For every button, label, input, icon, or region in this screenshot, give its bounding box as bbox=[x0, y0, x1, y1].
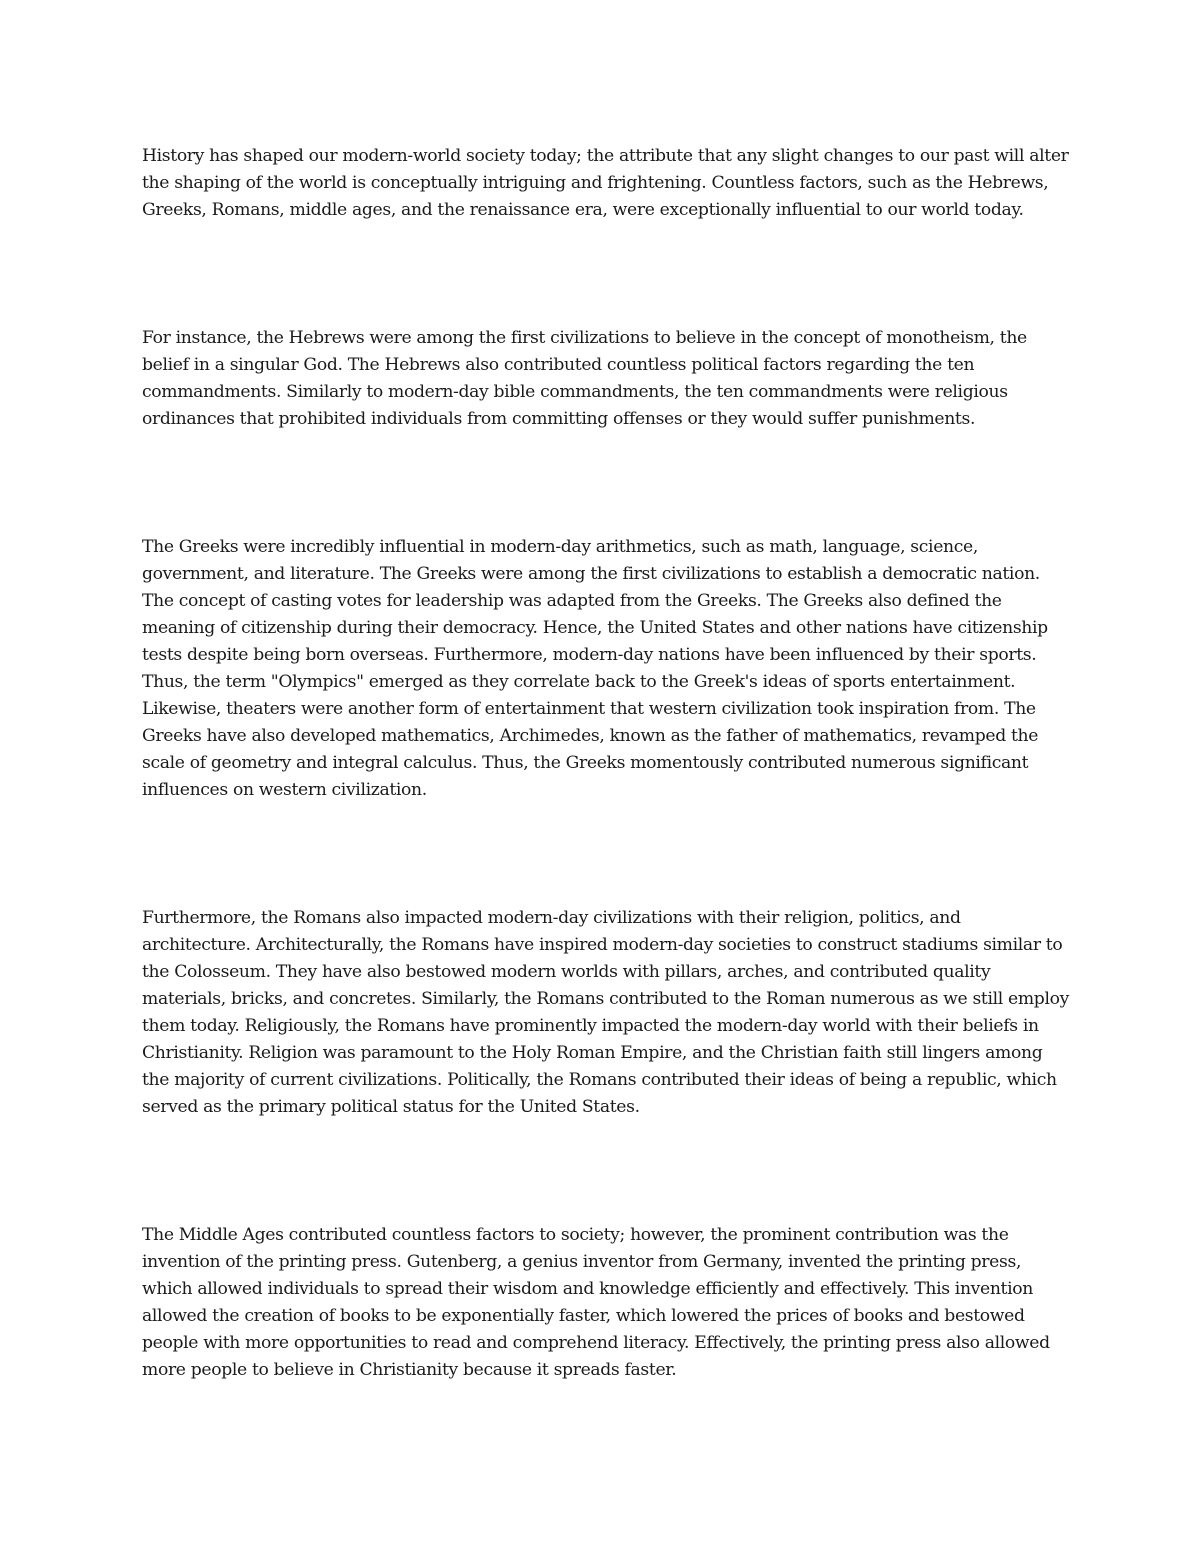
paragraph-greeks: The Greeks were incredibly influential in modern-day arithmetics, such as math, language, science, government, and literature. The Greeks were among the first civilizations to establish a democratic nation. The concept of casting votes for leadership was adapted from the Greeks. The Greeks also defined the meaning of citizenship during their democracy. Hence, the United States and other nations have citizenship tests despite being born overseas. Furthermore, modern-day nations have been influenced by their sports. Thus, the term "Olympics" emerged as they correlate back to the Greek's ideas of sports entertainment. Likewise, theaters were another form of entertainment that western civilization took inspiration from. The Greeks have also developed mathematics, Archimedes, known as the father of mathematics, revamped the scale of geometry and integral calculus. Thus, the Greeks momentously contributed numerous significant influences on western civilization. bbox=[142, 537, 1048, 800]
paragraph-middle-ages: The Middle Ages contributed countless factors to society; however, the prominent contribution was the invention of the printing press. Gutenberg, a genius inventor from Germany, invented the printing press, which allowed individuals to spread their wisdom and knowledge efficiently and effectively. This invention allowed the creation of books to be exponentially faster, which lowered the prices of books and bestowed people with more opportunities to read and comprehend literacy. Effectively, the printing press also allowed more people to believe in Christianity because it spreads faster. bbox=[142, 1225, 1050, 1380]
paragraph-introduction: History has shaped our modern-world society today; the attribute that any slight changes to our past will alter the shaping of the world is conceptually intriguing and frightening. Countless factors, such as the Hebrews, Greeks, Romans, middle ages, and the renaissance era, were exceptionally influential to our world today. bbox=[142, 146, 1069, 220]
paragraph-hebrews: For instance, the Hebrews were among the first civilizations to believe in the concept of monotheism, the belief in a singular God. The Hebrews also contributed countless political factors regarding the ten commandments. Similarly to modern-day bible commandments, the ten commandments were religious ordinances that prohibited individuals from committing offenses or they would suffer punishments. bbox=[142, 328, 1027, 429]
paragraph-romans: Furthermore, the Romans also impacted modern-day civilizations with their religion, politics, and architecture. Architecturally, the Romans have inspired modern-day societies to construct stadiums similar to the Colosseum. They have also bestowed modern worlds with pillars, arches, and contributed quality materials, bricks, and concretes. Similarly, the Romans contributed to the Roman numerous as we still employ them today. Religiously, the Romans have prominently impacted the modern-day world with their beliefs in Christianity. Religion was paramount to the Holy Roman Empire, and the Christian faith still lingers among the majority of current civilizations. Politically, the Romans contributed their ideas of being a republic, which served as the primary political status for the United States. bbox=[142, 908, 1069, 1117]
